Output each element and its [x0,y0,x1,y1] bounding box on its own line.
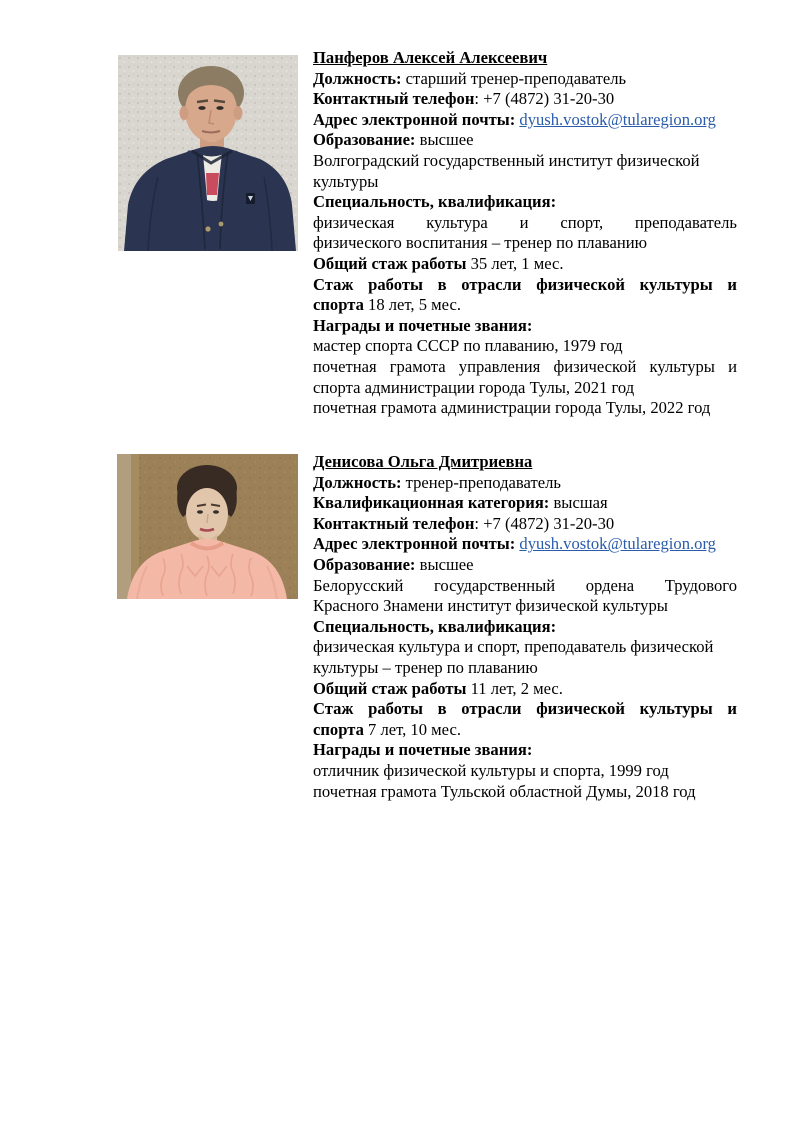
field-text: Белорусский государственный ордена Трудового [313,575,737,595]
staff-name [313,48,737,69]
field-label: Адрес электронной почты: [313,109,516,129]
field-value: высшее [415,554,474,574]
text-line [313,699,737,720]
text-line [313,617,737,638]
text-line [313,213,737,234]
field-text: отличник физической культуры и спорта, 1999 год [313,760,669,780]
field-value: старший тренер-преподаватель [401,68,627,88]
face [186,488,228,540]
field-label: Образование: [313,130,416,150]
text-line [313,473,737,494]
field-label: Общий стаж работы [313,678,467,698]
field-label: Контактный телефон [313,89,475,109]
field-label: Специальность, квалификация: [313,616,557,636]
text-line [313,720,737,741]
text-line [313,740,737,761]
staff-photo-panferov [118,55,298,251]
field-text: почетная грамота администрации города Тулы, 2022 год [313,398,711,418]
jacket-button [205,226,210,231]
text-line [313,555,737,576]
text-line [313,69,737,90]
text-line [313,336,737,357]
profile-text-panferov [313,48,737,419]
field-label: Квалификационная категория: [313,493,550,513]
text-line [313,130,737,151]
portrait-man-illustration [118,55,298,251]
text-line [313,761,737,782]
portrait-woman-illustration [117,454,298,599]
text-line [313,679,737,700]
field-text: Волгоградский государственный институт физической [313,150,700,170]
text-line [313,192,737,213]
text-line [313,151,737,172]
field-text: культуры [313,171,379,191]
wall-light-strip [117,454,131,599]
jacket-button [219,222,224,227]
field-label: Награды и почетные звания: [313,740,533,760]
text-line [313,398,737,419]
text-line [313,295,737,316]
text-line [313,254,737,275]
text-line [313,576,737,597]
text-line [313,233,737,254]
field-label: Награды и почетные звания: [313,315,533,335]
field-label: Образование: [313,554,416,574]
text-line [313,316,737,337]
field-text: мастер спорта СССР по плаванию, 1979 год [313,336,623,356]
profile-text-denisova [313,452,737,802]
text-line [313,89,737,110]
field-text: физическая культура и спорт, преподаватель физической [313,637,714,657]
text-line [313,596,737,617]
field-label: Общий стаж работы [313,253,467,273]
email-link[interactable]: dyush.vostok@tularegion.org [519,109,716,129]
field-label: Должность: [313,472,402,492]
staff-name-text: Панферов Алексей Алексеевич [313,48,548,67]
staff-photo-denisova [117,454,298,599]
field-label: Стаж работы в отрасли физической культуры и [313,274,737,294]
text-line [313,172,737,193]
field-label: спорта [313,295,364,315]
field-label: Адрес электронной почты: [313,534,516,554]
field-text: спорта администрации города Тулы, 2021 год [313,377,635,397]
field-value: 7 лет, 10 мес. [363,719,461,739]
field-value: высшая [549,493,608,513]
text-line [313,514,737,535]
text-line [313,275,737,296]
field-value: : +7 (4872) 31-20-30 [474,513,615,533]
field-text: почетная грамота Тульской областной Думы, 2018 год [313,781,696,801]
text-line [313,357,737,378]
field-value: высшее [415,130,474,150]
field-value: 18 лет, 5 мес. [363,295,461,315]
field-value: 35 лет, 1 мес. [466,253,564,273]
text-line [313,110,737,131]
field-text: физическая культура и спорт, преподаватель [313,212,737,232]
field-text: культуры – тренер по плаванию [313,657,538,677]
field-label: Должность: [313,68,402,88]
email-link[interactable]: dyush.vostok@tularegion.org [519,534,716,554]
text-line [313,782,737,803]
field-text: физического воспитания – тренер по плаванию [313,233,648,253]
text-line [313,534,737,555]
field-label: Контактный телефон [313,513,475,533]
field-value: : +7 (4872) 31-20-30 [474,89,615,109]
staff-name-text: Денисова Ольга Дмитриевна [313,452,533,471]
field-text: почетная грамота управления физической культуры и [313,356,737,376]
text-line [313,637,737,658]
text-line [313,378,737,399]
field-label: Специальность, квалификация: [313,192,557,212]
field-label: Стаж работы в отрасли физической культуры и [313,699,737,719]
field-text: Красного Знамени институт физической культуры [313,596,668,616]
text-line [313,493,737,514]
text-line [313,658,737,679]
field-value: тренер-преподаватель [401,472,561,492]
field-label: спорта [313,719,364,739]
staff-name [313,452,737,473]
field-value: 11 лет, 2 мес. [466,678,563,698]
